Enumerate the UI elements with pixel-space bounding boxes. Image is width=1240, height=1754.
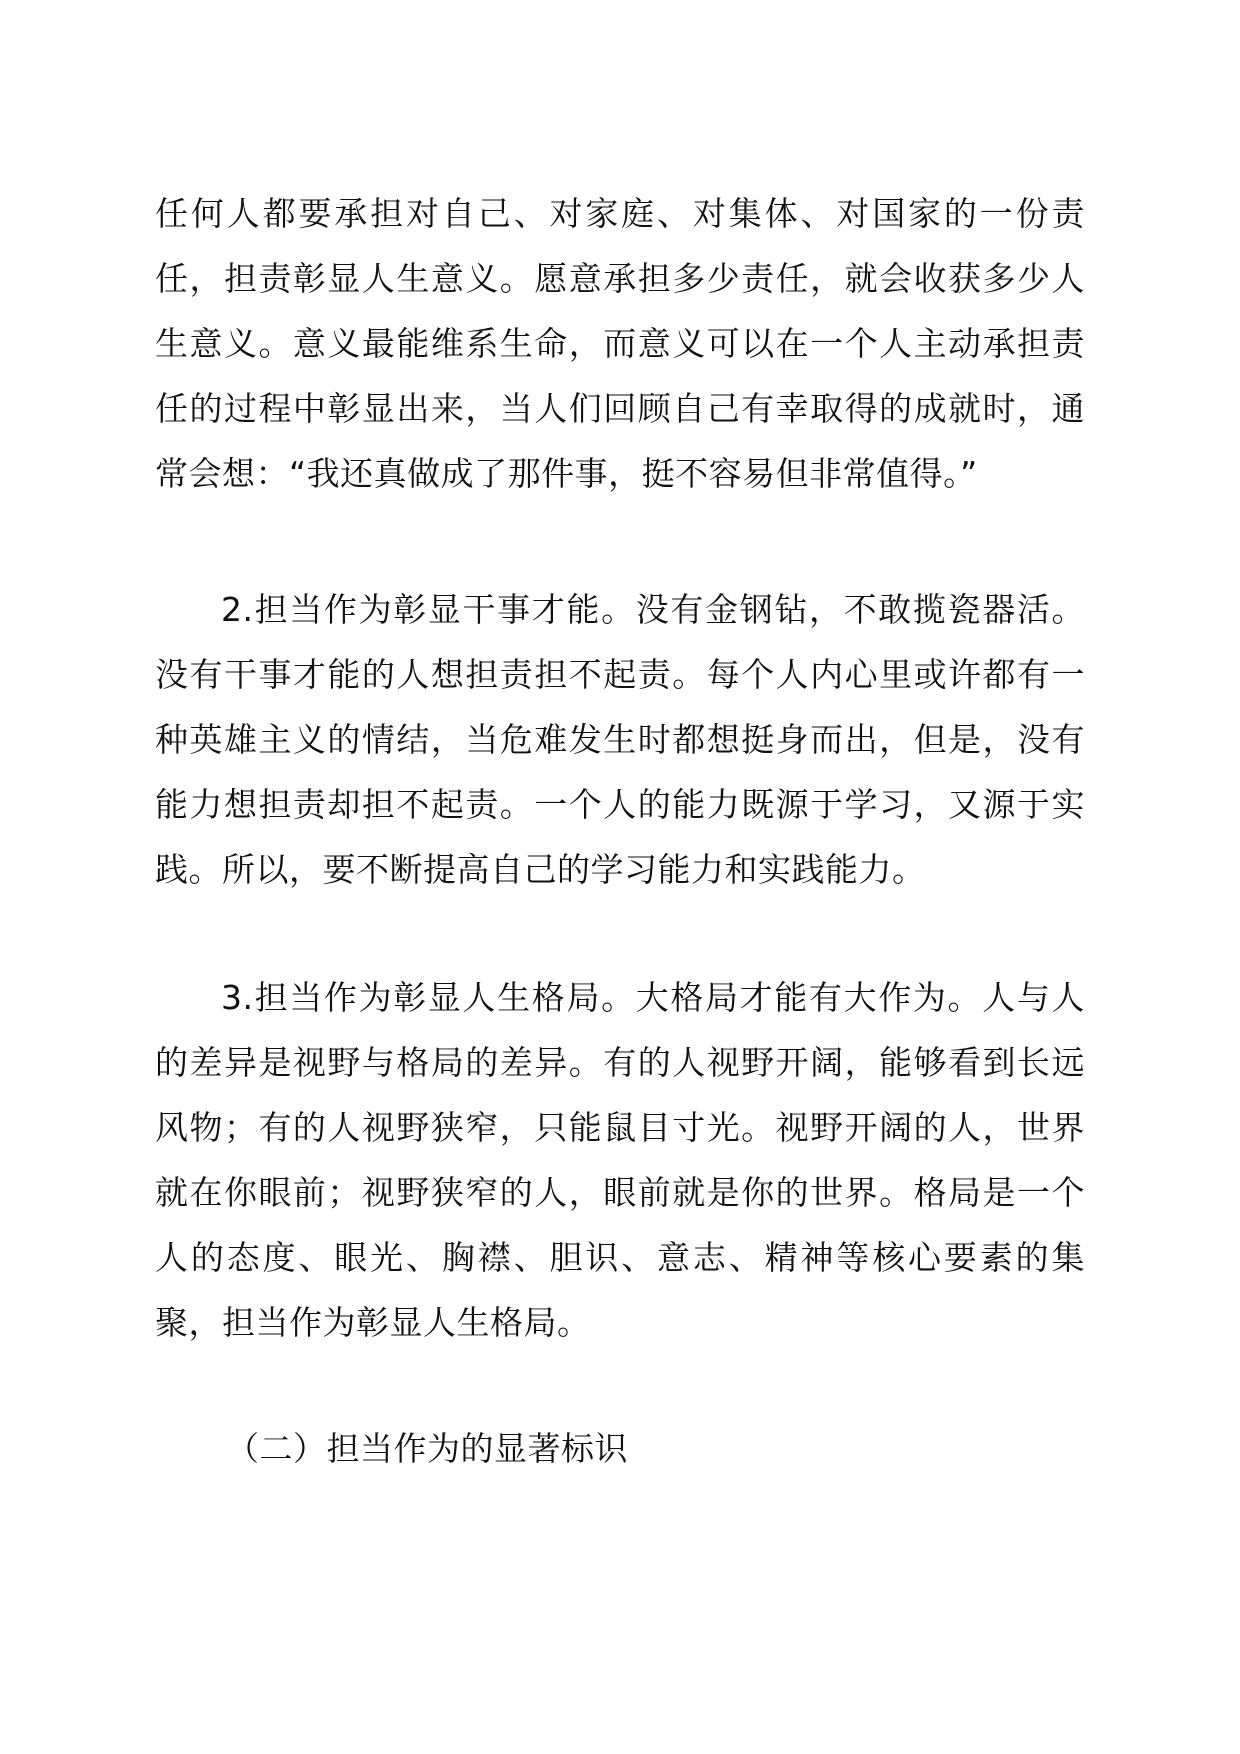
- paragraph-talent: 2.担当作为彰显干事才能。没有金钢钻，不敢揽瓷器活。没有干事才能的人想担责担不起责。每个人内心里或许都有一种英雄主义的情结，当危难发生时都想挺身而出，但是，没有能力想担责却担不起责。一个人的能力既源于学习，又源于实践。所以，要不断提高自己的学习能力和实践能力。: [155, 590, 1085, 889]
- paragraph-continuation: 任何人都要承担对自己、对家庭、对集体、对国家的一份责任，担责彰显人生意义。愿意承担多少责任，就会收获多少人生意义。意义最能维系生命，而意义可以在一个人主动承担责任的过程中彰显出来，当人们回顾自己有幸取得的成就时，通常会想：“我还真做成了那件事，挺不容易但非常值得。”: [155, 194, 1085, 493]
- section-heading: （二）担当作为的显著标识: [226, 1429, 628, 1468]
- paragraph-vision: 3.担当作为彰显人生格局。大格局才能有大作为。人与人的差异是视野与格局的差异。有的人视野开阔，能够看到长远风物；有的人视野狭窄，只能鼠目寸光。视野开阔的人，世界就在你眼前；视野狭窄的人，眼前就是你的世界。格局是一个人的态度、眼光、胸襟、胆识、意志、精神等核心要素的集聚，担当作为彰显人生格局。: [155, 978, 1085, 1342]
